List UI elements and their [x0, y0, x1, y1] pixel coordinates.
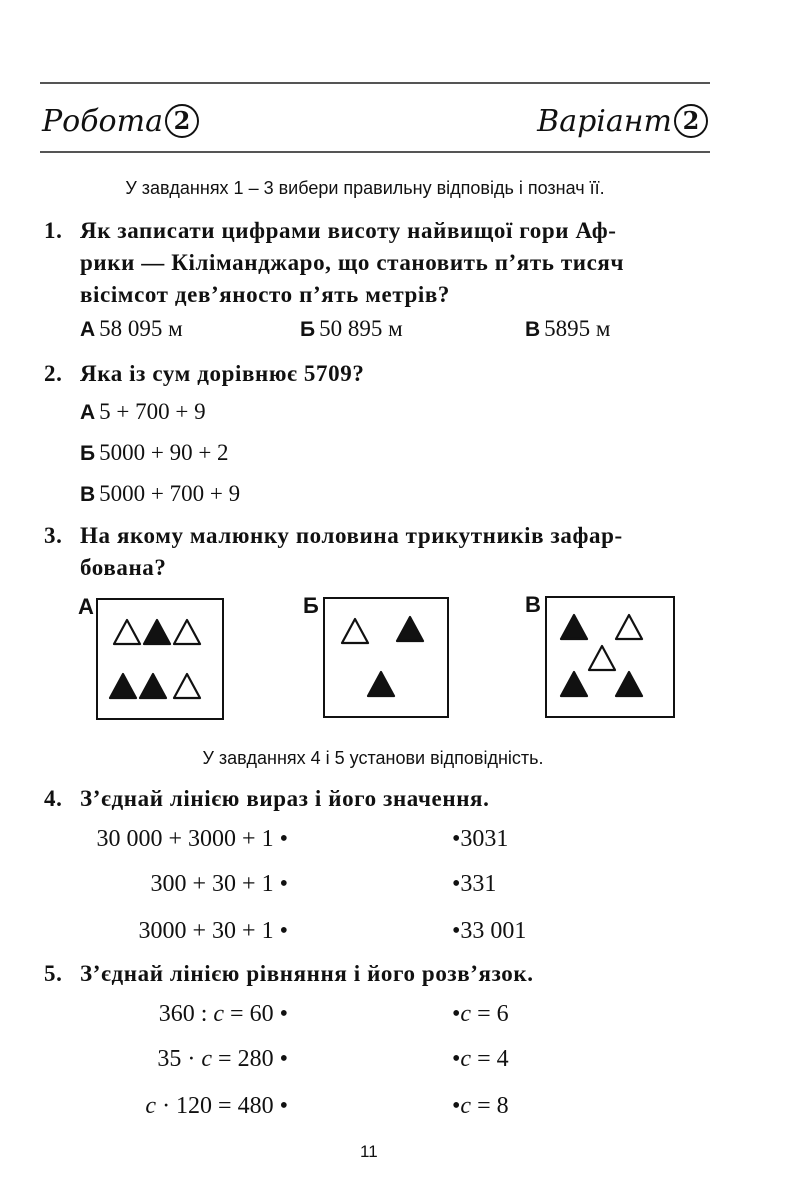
q1-option-a[interactable] [80, 316, 183, 342]
empty-triangle-icon [587, 644, 617, 672]
q1-number: 1. [44, 218, 63, 243]
q1-text-line: рики — Кіліманджаро, що становить п’ять тисяч [80, 250, 625, 275]
q4-expression: 300 + 30 + 1 • [150, 871, 288, 897]
q4-text: З’єднай лінією вираз і його значення. [80, 786, 490, 811]
option-letter: А [80, 318, 96, 341]
picture-a-box[interactable] [96, 598, 224, 720]
option-letter: Б [300, 318, 316, 341]
variant-label: Варіант [537, 104, 672, 139]
connect-dot[interactable]: • [279, 826, 288, 852]
filled-triangle-icon [614, 670, 644, 698]
filled-triangle-icon [108, 672, 138, 700]
connect-dot[interactable]: • [279, 1001, 288, 1027]
q1-text-line: Як записати цифрами висоту найвищої гори Аф- [80, 218, 617, 243]
connect-dot[interactable]: • [452, 871, 461, 897]
q2-option-b[interactable] [80, 440, 229, 466]
q4-value: •3031 [452, 826, 509, 852]
q4-value: •33 001 [452, 918, 527, 944]
q2-text: Яка із сум дорівнює 5709? [80, 361, 365, 386]
option-letter: В [80, 483, 96, 506]
connect-dot[interactable]: • [452, 1001, 461, 1027]
filled-triangle-icon [559, 670, 589, 698]
empty-triangle-icon [172, 618, 202, 646]
q3-text-line: бована? [80, 555, 167, 580]
picture-b-label: Б [303, 593, 319, 618]
q5-solution: •c = 4 [452, 1046, 509, 1072]
variant-number-circle: 2 [674, 104, 708, 138]
q4-value: •331 [452, 871, 497, 897]
instruction-1: У завданнях 1 – 3 вибери правильну відповідь і познач її. [125, 178, 605, 198]
option-letter: В [525, 318, 541, 341]
q5-equation: c · 120 = 480 • [145, 1093, 288, 1119]
picture-b-box[interactable] [323, 597, 449, 718]
q1-option-c[interactable] [525, 316, 610, 342]
option-letter: Б [80, 442, 96, 465]
q2-option-c[interactable] [80, 481, 240, 507]
q2-option-a[interactable] [80, 399, 206, 425]
option-text: 58 095 м [99, 316, 183, 341]
connect-dot[interactable]: • [452, 1046, 461, 1072]
page-number: 11 [360, 1142, 378, 1161]
work-label: Робота [42, 104, 163, 139]
connect-dot[interactable]: • [452, 918, 461, 944]
header-bottom-rule [40, 151, 710, 153]
q5-solution: •c = 8 [452, 1093, 509, 1119]
filled-triangle-icon [395, 615, 425, 643]
filled-triangle-icon [559, 613, 589, 641]
q4-number: 4. [44, 786, 63, 811]
instruction-2: У завданнях 4 і 5 установи відповідність. [202, 748, 544, 768]
top-rule [40, 82, 710, 84]
work-title [42, 104, 199, 139]
q5-solution: •c = 6 [452, 1001, 509, 1027]
connect-dot[interactable]: • [279, 871, 288, 897]
empty-triangle-icon [614, 613, 644, 641]
empty-triangle-icon [112, 618, 142, 646]
option-text: 50 895 м [319, 316, 403, 341]
connect-dot[interactable]: • [279, 1046, 288, 1072]
q5-equation: 35 · c = 280 • [157, 1046, 288, 1072]
connect-dot[interactable]: • [452, 1093, 461, 1119]
option-text: 5 + 700 + 9 [99, 399, 206, 424]
empty-triangle-icon [340, 617, 370, 645]
q5-text: З’єднай лінією рівняння і його розв’язок. [80, 961, 534, 986]
q4-expression: 3000 + 30 + 1 • [138, 918, 288, 944]
option-letter: А [80, 401, 96, 424]
picture-c-label: В [525, 592, 541, 617]
q1-text-line: вісімсот дев’яносто п’ять метрів? [80, 282, 451, 307]
work-number-circle: 2 [165, 104, 199, 138]
variant-title [537, 104, 708, 139]
option-text: 5000 + 90 + 2 [99, 440, 229, 465]
q5-number: 5. [44, 961, 63, 986]
q3-number: 3. [44, 523, 63, 548]
filled-triangle-icon [142, 618, 172, 646]
option-text: 5895 м [544, 316, 611, 341]
q5-equation: 360 : c = 60 • [158, 1001, 288, 1027]
filled-triangle-icon [366, 670, 396, 698]
empty-triangle-icon [172, 672, 202, 700]
q4-expression: 30 000 + 3000 + 1 • [96, 826, 288, 852]
picture-c-box[interactable] [545, 596, 675, 718]
connect-dot[interactable]: • [452, 826, 461, 852]
q3-text-line: На якому малюнку половина трикутників зафар- [80, 523, 623, 548]
connect-dot[interactable]: • [279, 918, 288, 944]
q2-number: 2. [44, 361, 63, 386]
picture-a-label: А [78, 594, 94, 619]
filled-triangle-icon [138, 672, 168, 700]
q1-option-b[interactable] [300, 316, 403, 342]
connect-dot[interactable]: • [279, 1093, 288, 1119]
option-text: 5000 + 700 + 9 [99, 481, 241, 506]
